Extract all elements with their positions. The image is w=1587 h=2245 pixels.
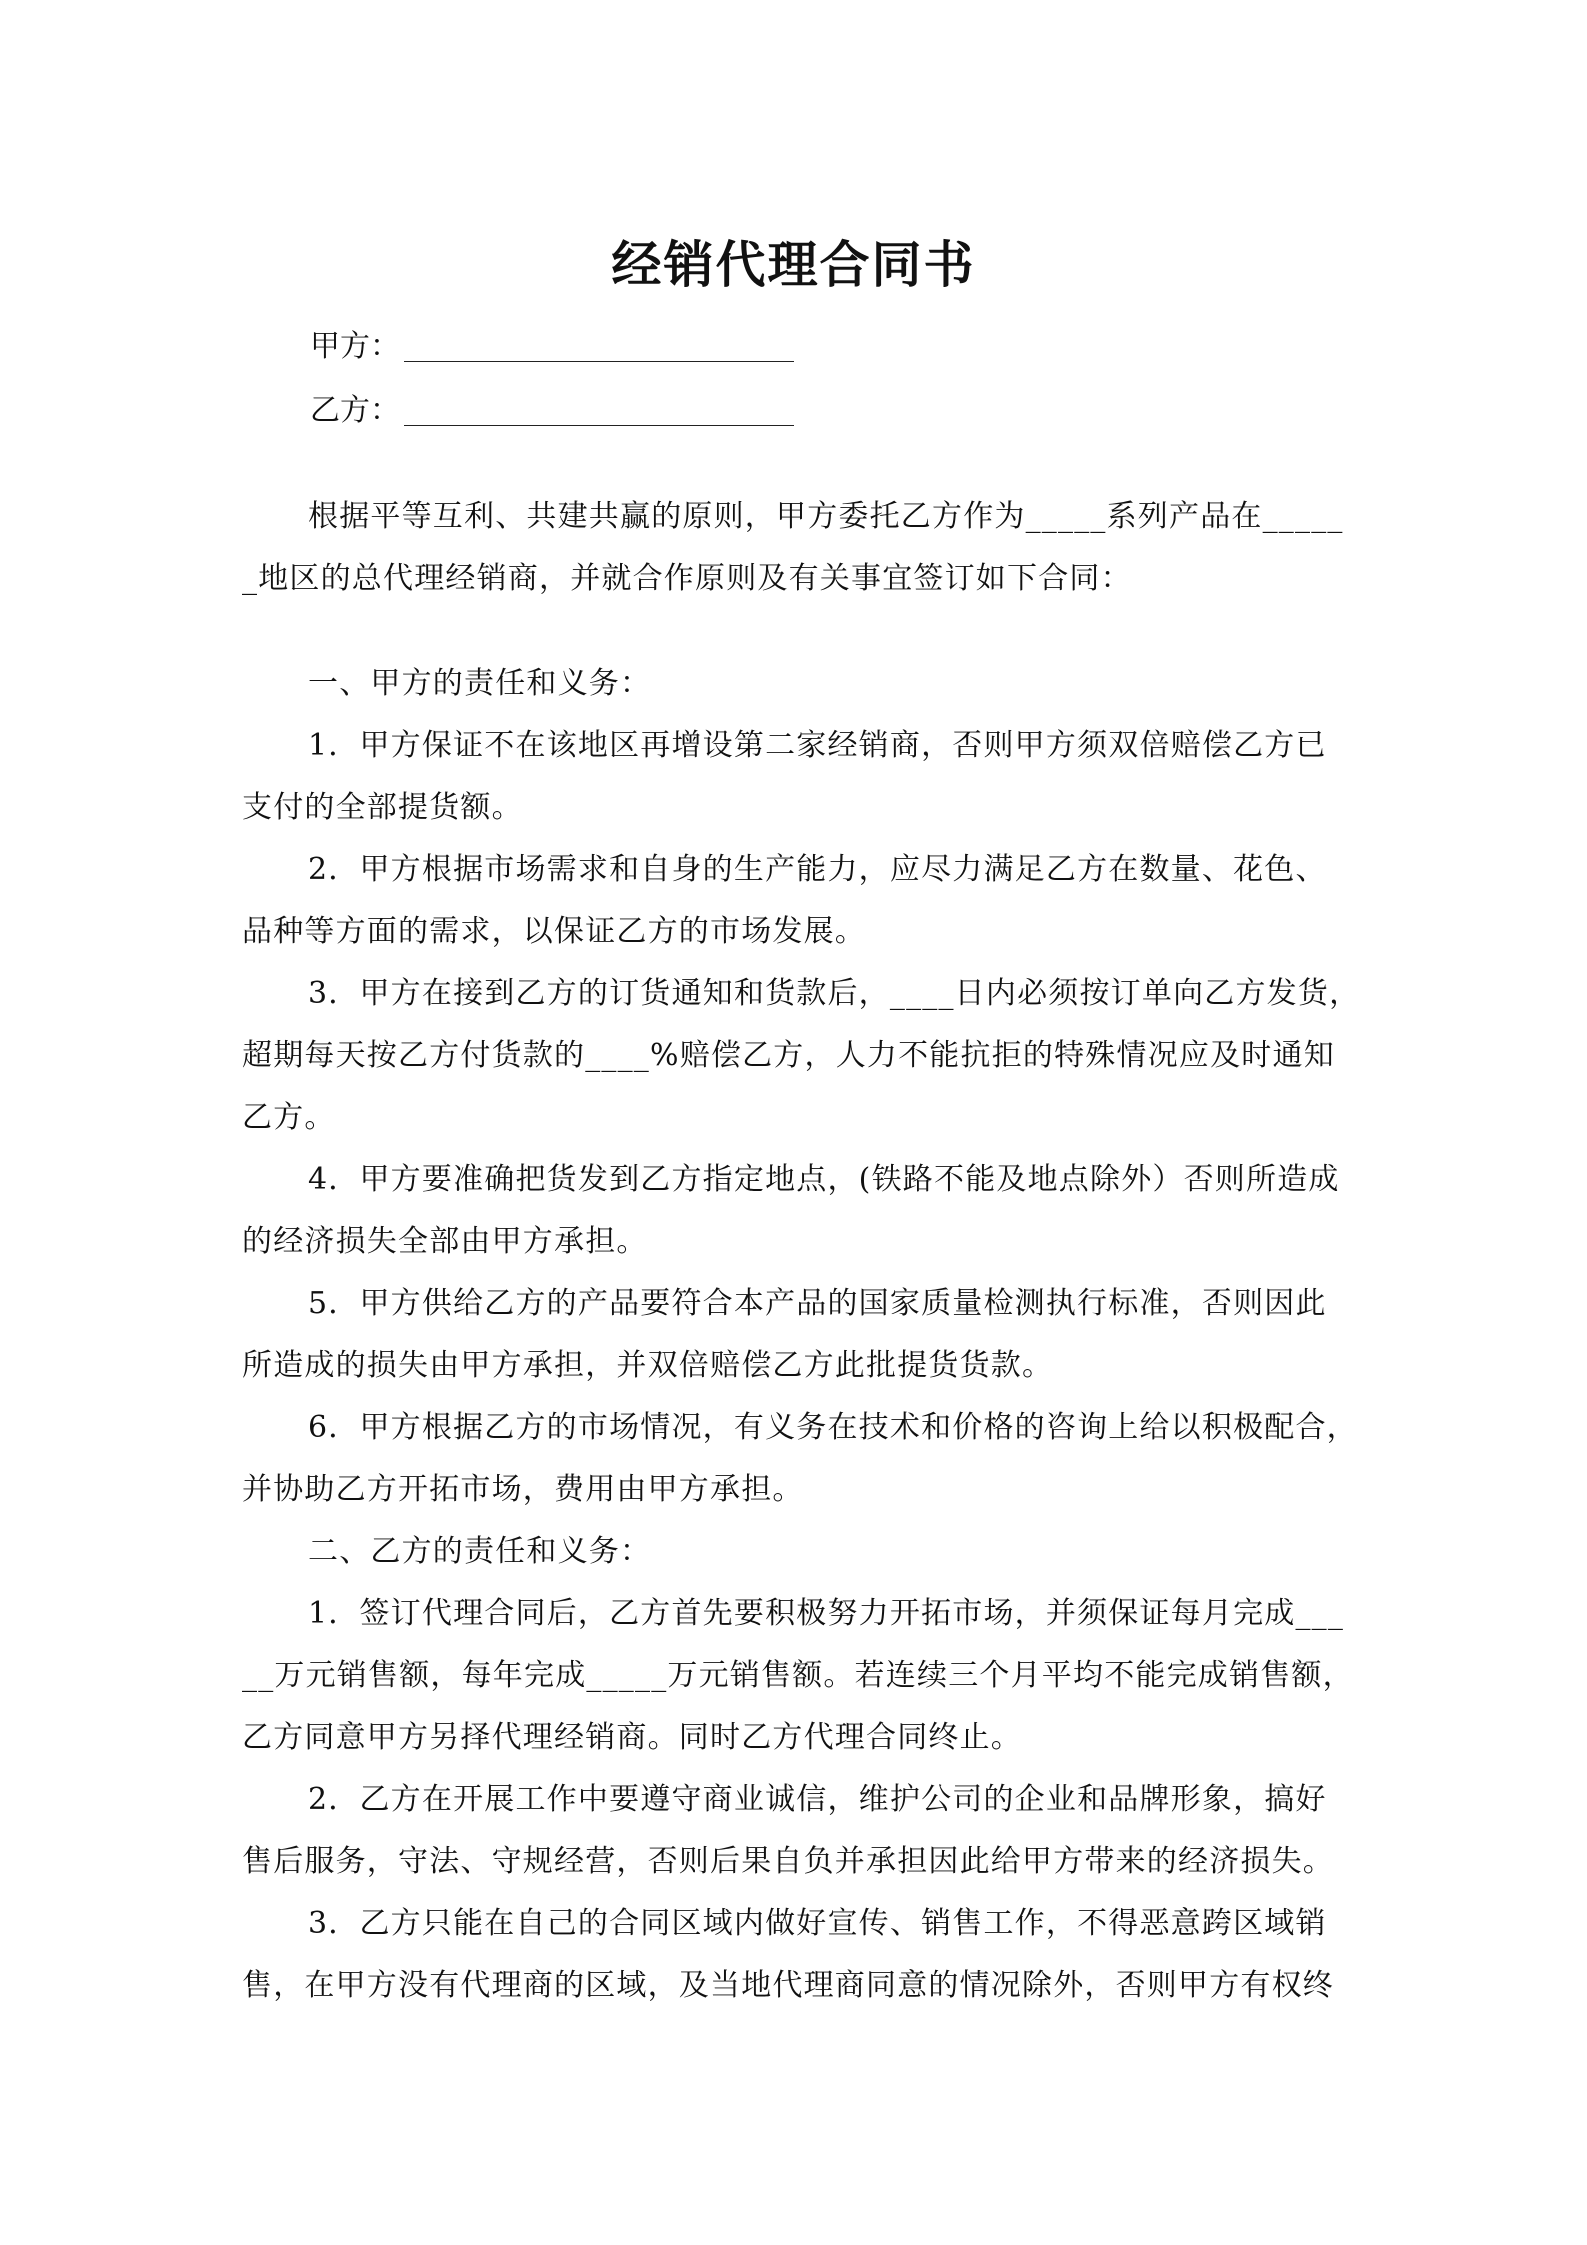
- party-b-blank-line: [404, 425, 794, 426]
- clause-line: 3．甲方在接到乙方的订货通知和货款后，____日内必须按订单向乙方发货，: [308, 976, 1361, 1011]
- party-a-label: 甲方：: [310, 329, 400, 364]
- clause-line: 乙方同意甲方另择代理经销商。同时乙方代理合同终止。: [242, 1720, 1022, 1755]
- clause-line: 售，在甲方没有代理商的区域，及当地代理商同意的情况除外，否则甲方有权终: [242, 1968, 1334, 2003]
- clause-2-2: [242, 1769, 1355, 1893]
- clause-line: 1．甲方保证不在该地区再增设第二家经销商，否则甲方须双倍赔偿乙方已: [308, 728, 1327, 763]
- clause-1-3: [242, 963, 1361, 1149]
- clause-line: 的经济损失全部由甲方承担。: [242, 1224, 648, 1259]
- clause-2-1: [242, 1583, 1355, 1769]
- clause-1-5: [242, 1273, 1355, 1397]
- clause-line: 支付的全部提货额。: [242, 790, 523, 825]
- party-b-row: [310, 386, 794, 436]
- clause-line: 并协助乙方开拓市场，费用由甲方承担。: [242, 1472, 804, 1507]
- document-title: 经销代理合同书: [611, 236, 976, 294]
- section-1: [242, 653, 1361, 2017]
- clause-line: 超期每天按乙方付货款的____%赔偿乙方，人力不能抗拒的特殊情况应及时通知: [242, 1038, 1335, 1073]
- party-a-row: [310, 322, 794, 372]
- clause-line: 5．甲方供给乙方的产品要符合本产品的国家质量检测执行标准，否则因此: [308, 1286, 1327, 1321]
- preamble-line: _地区的总代理经销商，并就合作原则及有关事宜签订如下合同：: [242, 561, 1132, 596]
- clause-2-3: [242, 1893, 1355, 2017]
- clause-line: 3．乙方只能在自己的合同区域内做好宣传、销售工作，不得恶意跨区域销: [308, 1906, 1327, 1941]
- preamble-line: 根据平等互利、共建共赢的原则，甲方委托乙方作为_____系列产品在_____: [308, 499, 1344, 534]
- party-a-blank-line: [404, 361, 794, 362]
- clause-line: 售后服务，守法、守规经营，否则后果自负并承担因此给甲方带来的经济损失。: [242, 1844, 1334, 1879]
- clause-line: __万元销售额，每年完成_____万元销售额。若连续三个月平均不能完成销售额，: [242, 1658, 1354, 1693]
- clause-line: 乙方。: [242, 1100, 336, 1135]
- clause-line: 2．甲方根据市场需求和自身的生产能力，应尽力满足乙方在数量、花色、: [308, 852, 1327, 887]
- clause-1-1: [242, 715, 1355, 839]
- clause-line: 4．甲方要准确把货发到乙方指定地点，(铁路不能及地点除外）否则所造成: [308, 1162, 1340, 1197]
- preamble-paragraph: [242, 486, 1355, 610]
- clause-line: 所造成的损失由甲方承担，并双倍赔偿乙方此批提货货款。: [242, 1348, 1054, 1383]
- clause-1-4: [242, 1149, 1355, 1273]
- clause-line: 1．签订代理合同后，乙方首先要积极努力开拓市场，并须保证每月完成___: [308, 1596, 1345, 1631]
- clause-line: 6．甲方根据乙方的市场情况，有义务在技术和价格的咨询上给以积极配合，: [308, 1410, 1358, 1445]
- clause-line: 品种等方面的需求，以保证乙方的市场发展。: [242, 914, 866, 949]
- section-heading: 一、甲方的责任和义务：: [308, 666, 652, 701]
- clause-1-6: [242, 1397, 1358, 1521]
- clause-line: 2．乙方在开展工作中要遵守商业诚信，维护公司的企业和品牌形象，搞好: [308, 1782, 1327, 1817]
- clause-1-2: [242, 839, 1355, 963]
- party-b-label: 乙方：: [310, 393, 400, 428]
- section-heading: 二、乙方的责任和义务：: [308, 1534, 652, 1569]
